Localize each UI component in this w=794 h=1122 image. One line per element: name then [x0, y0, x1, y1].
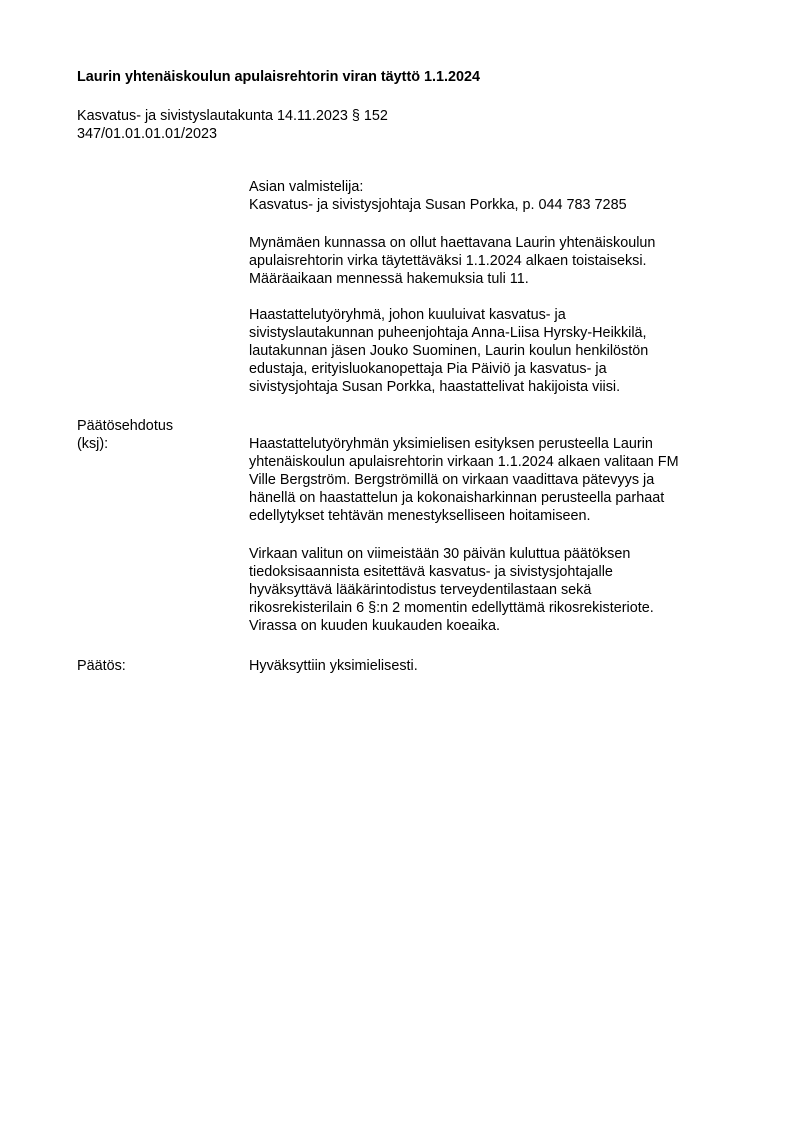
paragraph-line: apulaisrehtorin virka täytettäväksi 1.1.2024 alkaen toistaiseksi.: [249, 253, 647, 269]
paragraph-line: yhtenäiskoulun apulaisrehtorin virkaan 1.1.2024 alkaen valitaan FM: [249, 454, 679, 470]
paragraph-vacancy: [249, 234, 729, 288]
paragraph-line: edustaja, erityisluokanopettaja Pia Päiviö ja kasvatus- ja: [249, 361, 607, 377]
decision-label: Päätös:: [77, 658, 126, 674]
paragraph-conditions: [249, 545, 729, 635]
meeting-line: Kasvatus- ja sivistyslautakunta 14.11.2023 § 152: [77, 108, 388, 124]
paragraph-proposal: [249, 435, 729, 525]
paragraph-line: sivistysjohtaja Susan Porkka, haastattelivat hakijoista viisi.: [249, 379, 621, 395]
paragraph-line: tiedoksisaannista esitettävä kasvatus- ja sivistysjohtajalle: [249, 564, 613, 580]
paragraph-line: Virassa on kuuden kuukauden koeaika.: [249, 618, 500, 634]
paragraph-line: Haastattelutyöryhmän yksimielisen esityksen perusteella Laurin: [249, 436, 653, 452]
paragraph-line: Mynämäen kunnassa on ollut haettavana Laurin yhtenäiskoulun: [249, 235, 656, 251]
paragraph-line: Haastattelutyöryhmä, johon kuuluivat kasvatus- ja: [249, 307, 566, 323]
preparer-heading: Asian valmistelija:: [249, 179, 364, 195]
paragraph-line: rikosrekisterilain 6 §:n 2 momentin edellyttämä rikosrekisteriote.: [249, 600, 654, 616]
paragraph-line: Virkaan valitun on viimeistään 30 päivän kuluttua päätöksen: [249, 546, 631, 562]
paragraph-line: hyväksyttävä lääkärintodistus terveydentilastaan sekä: [249, 582, 592, 598]
proposal-label-line: (ksj):: [77, 436, 109, 452]
preparer-name: Kasvatus- ja sivistysjohtaja Susan Porkka, p. 044 783 7285: [249, 197, 627, 213]
paragraph-line: hänellä on haastattelun ja kokonaisharkinnan perusteella parhaat: [249, 490, 665, 506]
decision-text: Hyväksyttiin yksimielisesti.: [249, 658, 418, 674]
document-title: Laurin yhtenäiskoulun apulaisrehtorin viran täyttö 1.1.2024: [77, 69, 481, 85]
proposal-label-line: Päätösehdotus: [77, 418, 174, 434]
paragraph-line: Määräaikaan mennessä hakemuksia tuli 11.: [249, 271, 529, 287]
preparer-block: [249, 178, 729, 214]
paragraph-line: lautakunnan jäsen Jouko Suominen, Laurin koulun henkilöstön: [249, 343, 649, 359]
paragraph-line: sivistyslautakunnan puheenjohtaja Anna-Liisa Hyrsky-Heikkilä,: [249, 325, 647, 341]
paragraph-line: Ville Bergström. Bergströmillä on virkaan vaadittava pätevyys ja: [249, 472, 655, 488]
meeting-meta: [77, 107, 388, 143]
paragraph-interview-group: [249, 306, 729, 396]
proposal-label: [77, 417, 173, 453]
paragraph-line: edellytykset tehtävän menestykselliseen hoitamiseen.: [249, 508, 591, 524]
record-number: 347/01.01.01.01/2023: [77, 126, 218, 142]
